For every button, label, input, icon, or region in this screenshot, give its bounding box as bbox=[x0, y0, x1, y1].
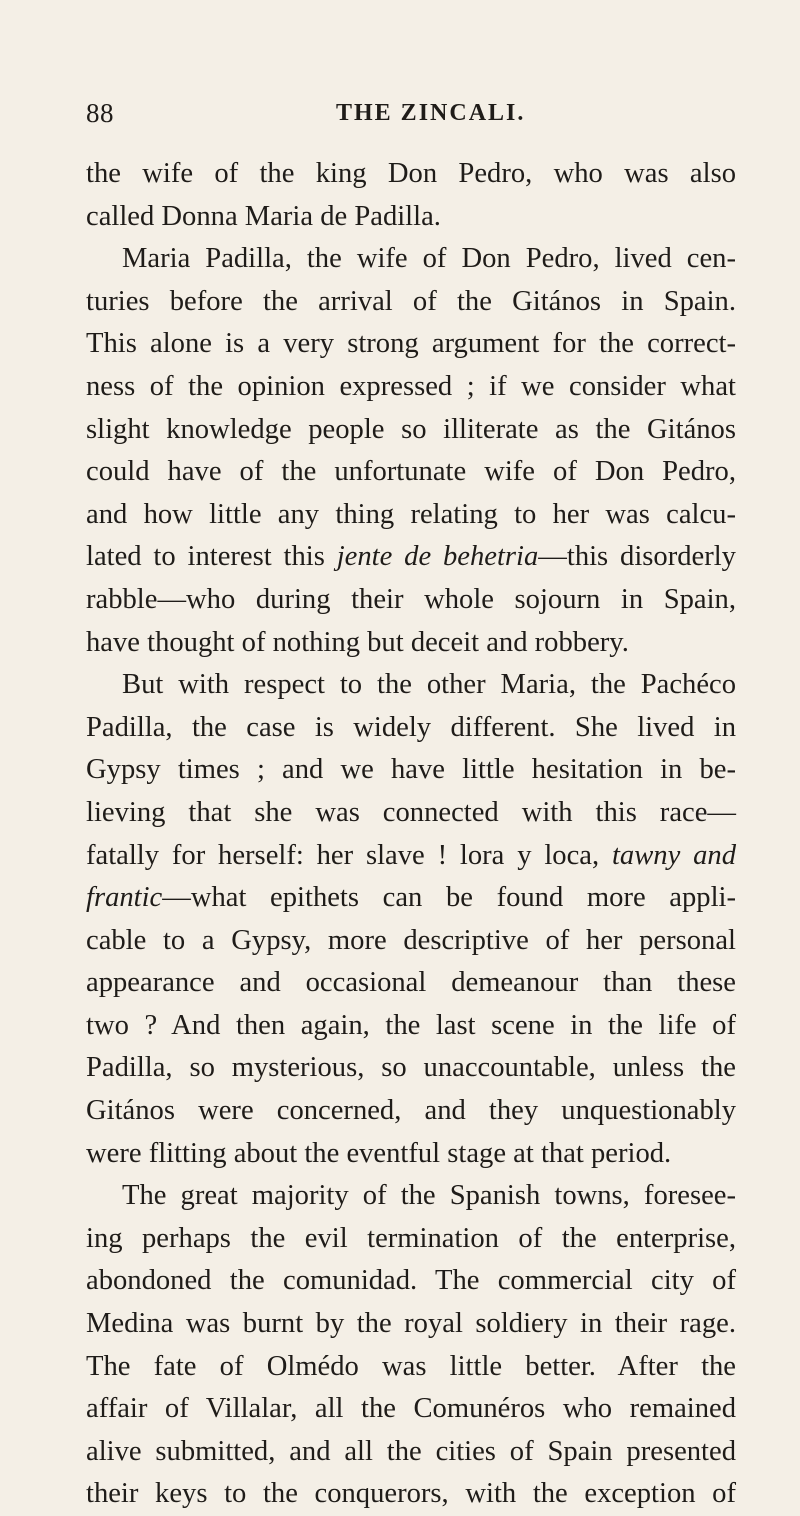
text-line: were flitting about the eventful stage at that period. bbox=[86, 1137, 672, 1169]
text-segment: fatally for herself: her slave ! lora y loca, bbox=[86, 839, 612, 871]
text-segment: lated to interest this bbox=[86, 541, 337, 573]
text-line: and how little any thing relating to her was calcu- bbox=[86, 498, 736, 530]
text-line: Padilla, so mysterious, so unaccountable, unless the bbox=[86, 1052, 736, 1084]
text-line: their keys to the conquerors, with the exception of bbox=[86, 1478, 736, 1510]
text-line: two ? And then again, the last scene in the life of bbox=[86, 1009, 736, 1041]
text-line: called Donna Maria de Padilla. bbox=[86, 200, 441, 232]
text-line: rabble—who during their whole sojourn in Spain, bbox=[86, 583, 736, 615]
text-segment: —what epithets can be found more appli- bbox=[162, 882, 736, 914]
text-line: turies before the arrival of the Gitános in Spain. bbox=[86, 285, 736, 317]
body-text bbox=[86, 153, 736, 1516]
text-line: ing perhaps the evil termination of the enterprise, bbox=[86, 1222, 736, 1254]
running-title: THE ZINCALI. bbox=[336, 100, 526, 126]
text-line: could have of the unfortunate wife of Don Pedro, bbox=[86, 456, 736, 488]
text-line-with-italic bbox=[86, 536, 736, 579]
text-line: alive submitted, and all the cities of Spain presented bbox=[86, 1435, 736, 1467]
text-line: But with respect to the other Maria, the Pachéco bbox=[122, 669, 736, 701]
text-line: Gitános were concerned, and they unquestionably bbox=[86, 1095, 736, 1127]
italic-phrase: jente de behetria bbox=[336, 541, 539, 573]
text-line: have thought of nothing but deceit and robbery. bbox=[86, 626, 629, 658]
text-segment: —this disorderly bbox=[538, 541, 736, 573]
text-line: Gypsy times ; and we have little hesitation in be- bbox=[86, 754, 736, 786]
text-line: The great majority of the Spanish towns, foresee- bbox=[122, 1180, 736, 1212]
text-line: ness of the opinion expressed ; if we consider what bbox=[86, 370, 736, 402]
text-line: appearance and occasional demeanour than these bbox=[86, 967, 736, 999]
text-line: affair of Villalar, all the Comunéros who remained bbox=[86, 1393, 736, 1425]
text-line: lieving that she was connected with this race— bbox=[86, 796, 736, 828]
text-line: Padilla, the case is widely different. She lived in bbox=[86, 711, 736, 743]
page-header bbox=[86, 98, 736, 138]
italic-phrase: tawny and bbox=[611, 839, 736, 871]
italic-phrase: frantic bbox=[86, 882, 163, 914]
text-line: Maria Padilla, the wife of Don Pedro, lived cen- bbox=[122, 243, 736, 275]
text-line: Medina was burnt by the royal soldiery in their rage. bbox=[86, 1308, 736, 1340]
text-line: The fate of Olmédo was little better. After the bbox=[86, 1350, 736, 1382]
text-line: cable to a Gypsy, more descriptive of her personal bbox=[86, 924, 736, 956]
text-line: slight knowledge people so illiterate as the Gitános bbox=[86, 413, 736, 445]
text-line-with-italic bbox=[86, 877, 736, 920]
text-line-with-italic bbox=[86, 835, 736, 878]
text-line: This alone is a very strong argument for the correct- bbox=[86, 328, 736, 360]
text-line: abondoned the comunidad. The commercial city of bbox=[86, 1265, 736, 1297]
page-number: 88 bbox=[86, 98, 114, 128]
text-line: the wife of the king Don Pedro, who was also bbox=[86, 158, 736, 189]
